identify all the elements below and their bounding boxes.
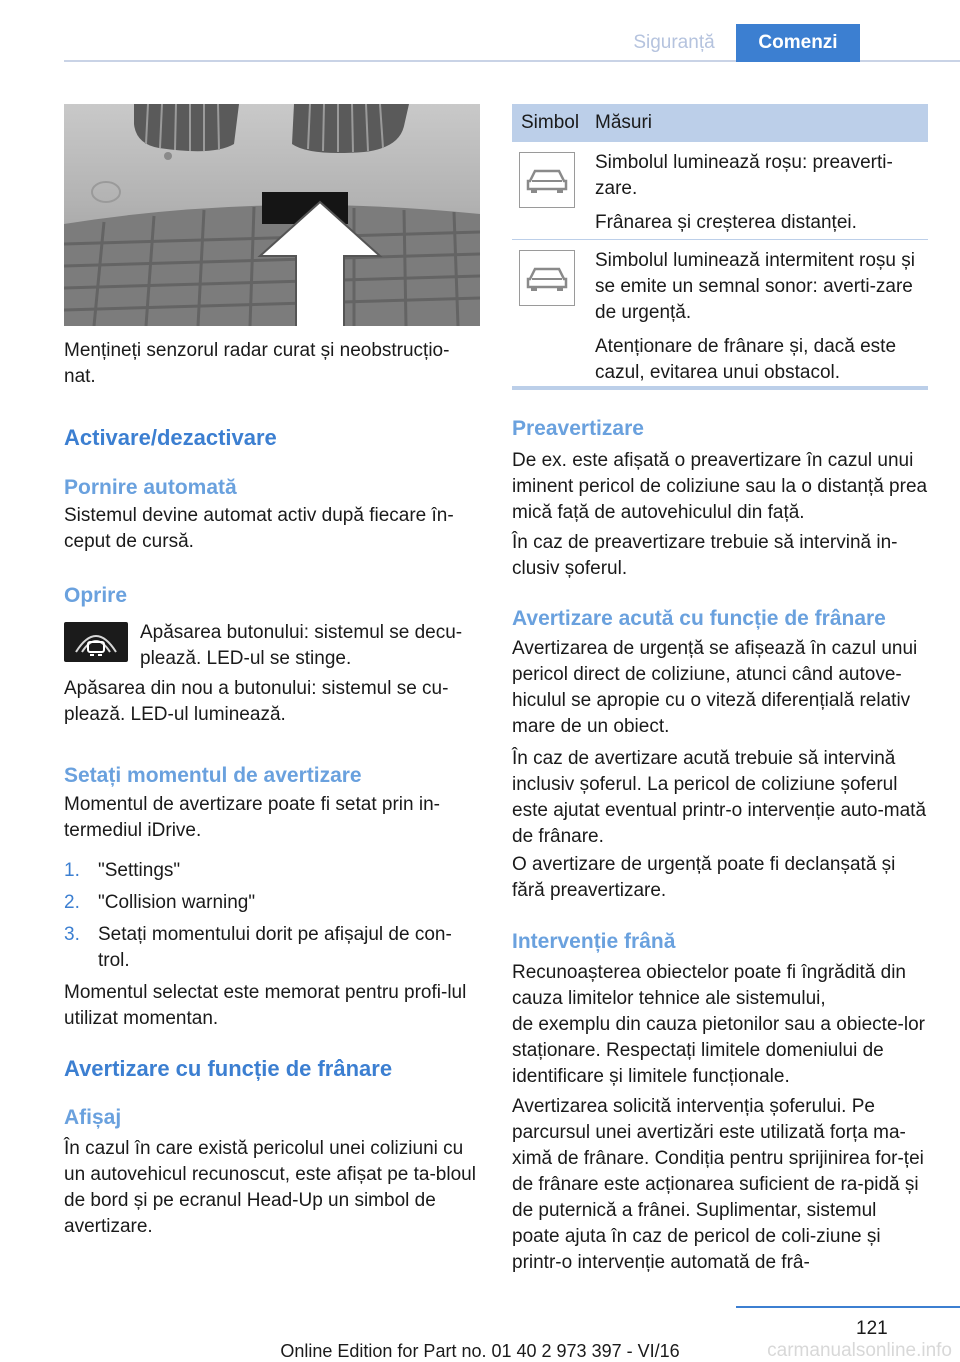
heading-acuta: Avertizare acută cu funcție de frânare: [512, 607, 886, 630]
paragraph-int-2: Avertizarea solicită intervenția șoferului. Pe parcursul unei avertizări este utilizată forța ma-ximă de frânare. Condiția pentru sprijinirea for-ței de frânare este acționarea suficient de ra-pidă și de puternică a frânei. Suplimentar, sistemul poate ajuta în caz de pericol de coli-ziune și printr-o intervenție automată de frâ-: [512, 1096, 924, 1273]
table-row: [512, 142, 928, 240]
column-header-measures: Măsuri: [595, 112, 653, 133]
heading-afisaj: Afișaj: [64, 1106, 122, 1129]
paragraph-pre-2: În caz de preavertizare trebuie să intervină in-clusiv șoferul.: [512, 532, 898, 579]
paragraph-memorat: Momentul selectat este memorat pentru profi-lul utilizat momentan.: [64, 982, 467, 1029]
step-text: "Collision warning": [98, 892, 256, 913]
header-section-comenzi[interactable]: Comenzi: [736, 24, 860, 62]
list-item: [64, 922, 480, 974]
footer-rule: [736, 1306, 960, 1308]
heading-setati: Setați momentul de avertizare: [64, 764, 362, 787]
paragraph-int-1b: de exemplu din cauza pietonilor sau a obiecte-lor staționare. Respectați limitele domeniului de identificare și limitele funcționale.: [512, 1014, 925, 1087]
header-section-siguranta[interactable]: Siguranță: [633, 32, 715, 53]
step-number: 3.: [64, 924, 80, 945]
watermark-text: carmanualsonline.info: [767, 1340, 952, 1361]
list-item: [64, 858, 480, 884]
row2-measure-line1: Simbolul luminează intermitent roșu și se emite un semnal sonor: averti-zare de urgență.: [595, 250, 915, 323]
heading-preavertizare: Preavertizare: [512, 417, 644, 440]
paragraph-int-1: Recunoașterea obiectelor poate fi îngrădită din cauza limitelor tehnice ale sistemului,: [512, 962, 906, 1009]
paragraph-acuta-1: Avertizarea de urgență se afișează în cazul unui pericol direct de coliziune, atunci când autove-hiculul se apropie cu o viteză diferențială relativ mare de un obiect.: [512, 638, 918, 737]
step-text: Setați momentului dorit pe afișajul de con-trol.: [98, 924, 452, 971]
step-number: 1.: [64, 860, 80, 881]
row1-measure-line2: Frânarea și creșterea distanței.: [595, 212, 857, 233]
table-bottom-rule: [512, 386, 928, 390]
radar-sensor-photo: [64, 104, 480, 326]
paragraph-acuta-3: O avertizare de urgență poate fi declanșată și fără preavertizare.: [512, 854, 896, 901]
paragraph-afisaj: În cazul în care există pericolul unei coliziuni cu un autovehicul recunoscut, este afișat pe ta-bloul de bord și pe ecranul Head-Up un simbol de avertizare.: [64, 1138, 476, 1237]
paragraph-oprire-1: Apăsarea butonului: sistemul se decu-plează. LED-ul se stinge.: [140, 622, 463, 669]
car-warning-icon: [519, 152, 575, 208]
steps-list: [64, 858, 480, 980]
edition-text: Online Edition for Part no. 01 40 2 973 397 - VI/16: [280, 1341, 680, 1361]
paragraph-acuta-2: În caz de avertizare acută trebuie să intervină inclusiv șoferul. La pericol de coliziune șoferul este ajutat eventual printr-o intervenție auto-mată de frânare.: [512, 748, 927, 847]
page-number: 121: [856, 1318, 888, 1339]
column-header-symbol: Simbol: [521, 112, 580, 133]
heading-avertizare: Avertizare cu funcție de frânare: [64, 1056, 393, 1081]
paragraph-setati: Momentul de avertizare poate fi setat prin in-termediul iDrive.: [64, 794, 440, 841]
symbol-table: [512, 104, 928, 390]
table-row: [512, 240, 928, 386]
heading-pornire: Pornire automată: [64, 476, 237, 499]
row1-measure-line1: Simbolul luminează roșu: preaverti-zare.: [595, 152, 893, 199]
heading-oprire: Oprire: [64, 584, 128, 607]
heading-activare: Activare/dezactivare: [64, 425, 277, 450]
table-header: [512, 104, 928, 142]
row2-measure-line2: Atenționare de frânare și, dacă este cazul, evitarea unui obstacol.: [595, 336, 897, 383]
step-text: "Settings": [98, 860, 181, 881]
heading-interventie: Intervenție frână: [512, 930, 676, 953]
step-number: 2.: [64, 892, 80, 913]
photo-caption: Mențineți senzorul radar curat și neobstrucțio-nat.: [64, 340, 450, 387]
assist-button-icon: [64, 622, 128, 662]
paragraph-pre-1: De ex. este afișată o preavertizare în cazul unui iminent pericol de coliziune sau la o distanță prea mică față de autovehiculul din față.: [512, 450, 928, 523]
paragraph-oprire-2: Apăsarea din nou a butonului: sistemul se cu-plează. LED-ul luminează.: [64, 678, 449, 725]
car-warning-flashing-icon: [519, 250, 575, 306]
list-item: [64, 890, 480, 916]
paragraph-pornire: Sistemul devine automat activ după fiecare în-ceput de cursă.: [64, 505, 454, 552]
